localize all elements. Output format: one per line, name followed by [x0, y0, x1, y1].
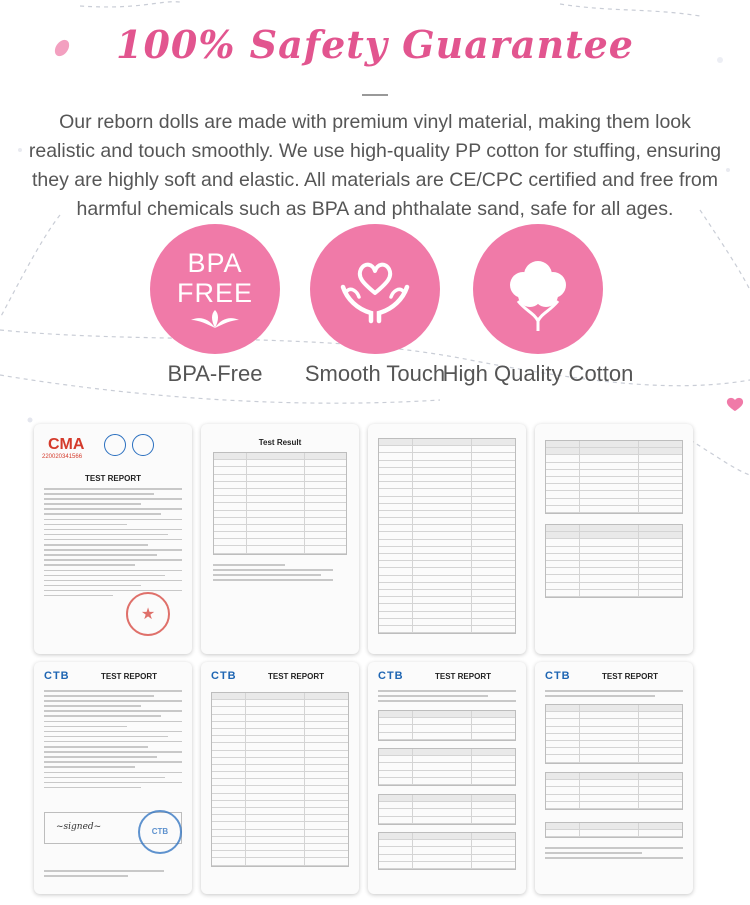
cnas-logo-icon [132, 434, 154, 456]
cotton-flower-icon [473, 224, 603, 354]
intro-text: Our reborn dolls are made with premium vinyl material, making them look realistic and touch smoothly. We use high-quality PP cotton for stuffing, ensuring they are highly soft and elastic. All materials are CE/CPC certified and free from harmful chemicals such as BPA and phthalate sand, safe for all ages. [28, 111, 722, 220]
cotton-icon [490, 241, 586, 337]
badge-high-quality-cotton [428, 224, 648, 387]
signature-image: ~signed~ [56, 822, 102, 832]
certificate-ctb-report-1[interactable] [34, 662, 192, 894]
heart-hands-icon [310, 224, 440, 354]
data-table-2 [545, 772, 683, 810]
ctb-seal-stamp [138, 810, 182, 854]
report-text-lines [545, 690, 683, 700]
results-table [378, 438, 516, 634]
report-title: TEST REPORT [601, 672, 658, 681]
report-text-lines [378, 690, 516, 705]
ilac-mra-logo-icon [104, 434, 126, 456]
footer-lines [44, 870, 164, 880]
report-text-lines [213, 564, 333, 584]
ctb-logo: CTB [44, 670, 70, 682]
heart-in-hands-icon [333, 247, 417, 331]
certificate-cma-test-report[interactable] [34, 424, 192, 654]
certificate-test-result[interactable] [201, 424, 359, 654]
report-text-lines [44, 488, 182, 600]
ctb-logo: CTB [545, 670, 571, 682]
report-title: Test Result [258, 438, 302, 447]
report-title: TEST REPORT [84, 474, 141, 483]
badge-label: High Quality Cotton [442, 361, 634, 386]
data-table-3 [545, 822, 683, 838]
report-title: TEST REPORT [267, 672, 324, 681]
certificate-ctb-report-4[interactable] [535, 662, 693, 894]
footer-lines [545, 847, 683, 862]
elements-table-1 [545, 440, 683, 514]
leaf-icon [185, 310, 245, 330]
data-table-1 [545, 704, 683, 764]
cma-logo: CMA [48, 436, 85, 453]
report-title: TEST REPORT [434, 672, 491, 681]
certificate-table-page[interactable] [368, 424, 526, 654]
result-table [213, 452, 347, 555]
red-seal-stamp [126, 592, 170, 636]
page-title: 100% Safety Guarantee [116, 22, 634, 67]
bpa-icon-text-1: BPA [187, 248, 243, 278]
data-table-1 [378, 710, 516, 741]
data-table-2 [378, 748, 516, 786]
data-table-3 [378, 794, 516, 825]
ctb-logo: CTB [378, 670, 404, 682]
bpa-icon-text-2: FREE [176, 278, 253, 308]
title-divider [362, 94, 388, 96]
certificate-element-tables[interactable] [535, 424, 693, 654]
report-text-lines [44, 690, 182, 792]
cma-number: 220020341566 [42, 454, 83, 460]
certificate-ctb-report-2[interactable] [201, 662, 359, 894]
badge-label: Smooth Touch [304, 361, 446, 386]
data-table-4 [378, 832, 516, 870]
badge-label: BPA-Free [167, 361, 263, 386]
report-title: TEST REPORT [100, 672, 157, 681]
ctb-logo: CTB [211, 670, 237, 682]
elements-table-2 [545, 524, 683, 598]
certificate-ctb-report-3[interactable] [368, 662, 526, 894]
bpa-free-icon [150, 224, 280, 354]
result-table [211, 692, 349, 867]
